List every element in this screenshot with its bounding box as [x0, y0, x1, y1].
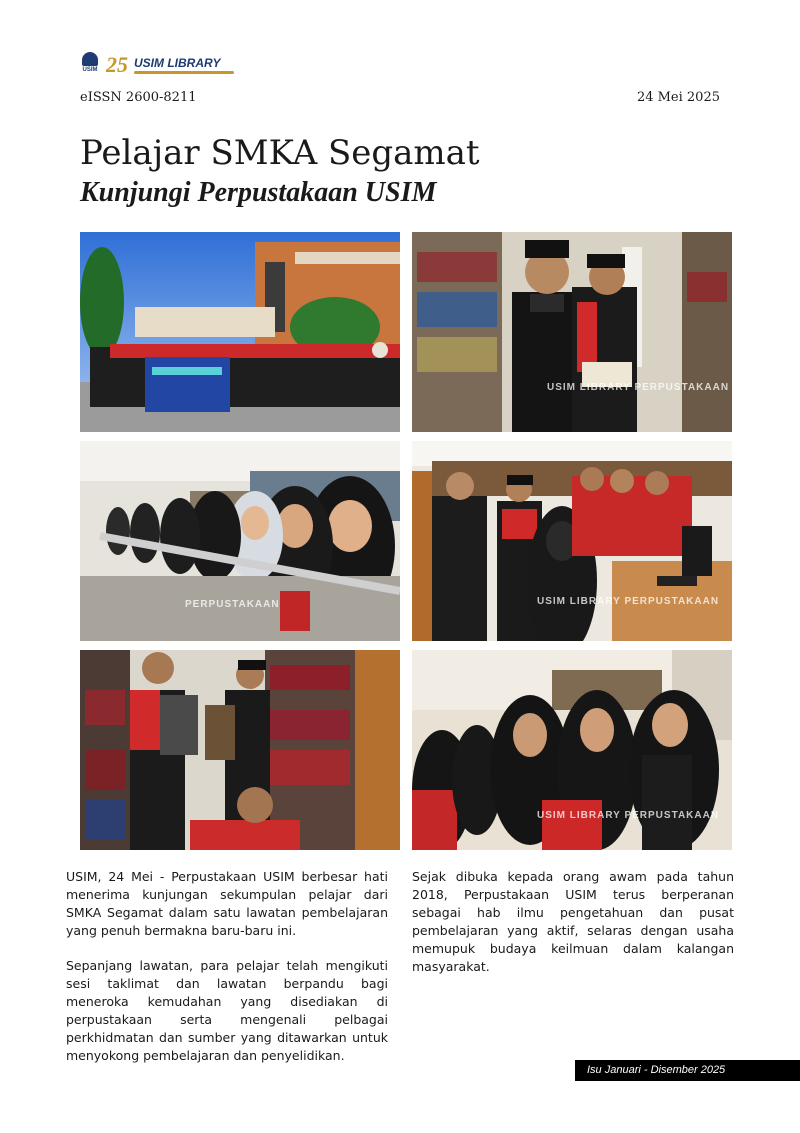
swoosh-icon — [134, 71, 234, 74]
watermark: PERPUSTAKAAN — [185, 599, 280, 610]
watermark: USIM LIBRARY PERPUSTAKAAN — [537, 596, 720, 607]
article-paragraph: Sejak dibuka kepada orang awam pada tahun 2018, Perpustakaan USIM terus berperanan sebagai hab ilmu pengetahuan dan pusat pembelajaran yang aktif, selaras dengan usaha memupuk budaya keilmuan dalam kalangan masyarakat. — [412, 869, 734, 974]
issue-date: 24 Mei 2025 — [636, 90, 720, 105]
header-logos — [80, 50, 234, 80]
photo-students-among-book-stacks — [80, 650, 400, 850]
anniversary-mark: 25 — [106, 52, 128, 77]
issn-number: eISSN 2600-8211 — [80, 90, 197, 105]
photo-group-outside-library — [80, 232, 400, 432]
watermark: USIM LIBRARY PERPUSTAKAAN — [537, 810, 720, 821]
usim-seal-logo — [80, 52, 100, 78]
library-logo — [134, 57, 234, 74]
seal-text: USIM — [82, 67, 98, 73]
article-column-right — [412, 868, 734, 993]
article-column-left — [66, 868, 388, 1082]
photo-students-at-computer-counter — [412, 441, 732, 641]
headline-line2: Kunjungi Perpustakaan USIM — [80, 177, 437, 208]
library-logo-text: USIM LIBRARY — [134, 55, 221, 70]
article-paragraph: Sepanjang lawatan, para pelajar telah mengikuti sesi taklimat dan lawatan berpandu bagi meneroka kemudahan yang disediakan di perpustakaan serta mengenali pelbagai perkhidmatan dan sumber yang ditawarkan untuk menyokong pembelajaran dan penyelidikan. — [66, 958, 388, 1063]
watermark: USIM LIBRARY PERPUSTAKAAN — [547, 382, 730, 393]
photo-students-browsing-shelves — [412, 232, 732, 432]
photo-female-students-at-railing — [80, 441, 400, 641]
dome-icon — [82, 52, 98, 66]
headline-line1: Pelajar SMKA Segamat — [80, 133, 480, 173]
article-paragraph: USIM, 24 Mei - Perpustakaan USIM berbesar hati menerima kunjungan sekumpulan pelajar dari SMKA Segamat dalam satu lawatan pembelajaran yang penuh bermakna baru-baru ini. — [66, 869, 388, 938]
photo-female-students-posing — [412, 650, 732, 850]
issue-label: Isu Januari - Disember 2025 — [575, 1060, 800, 1081]
